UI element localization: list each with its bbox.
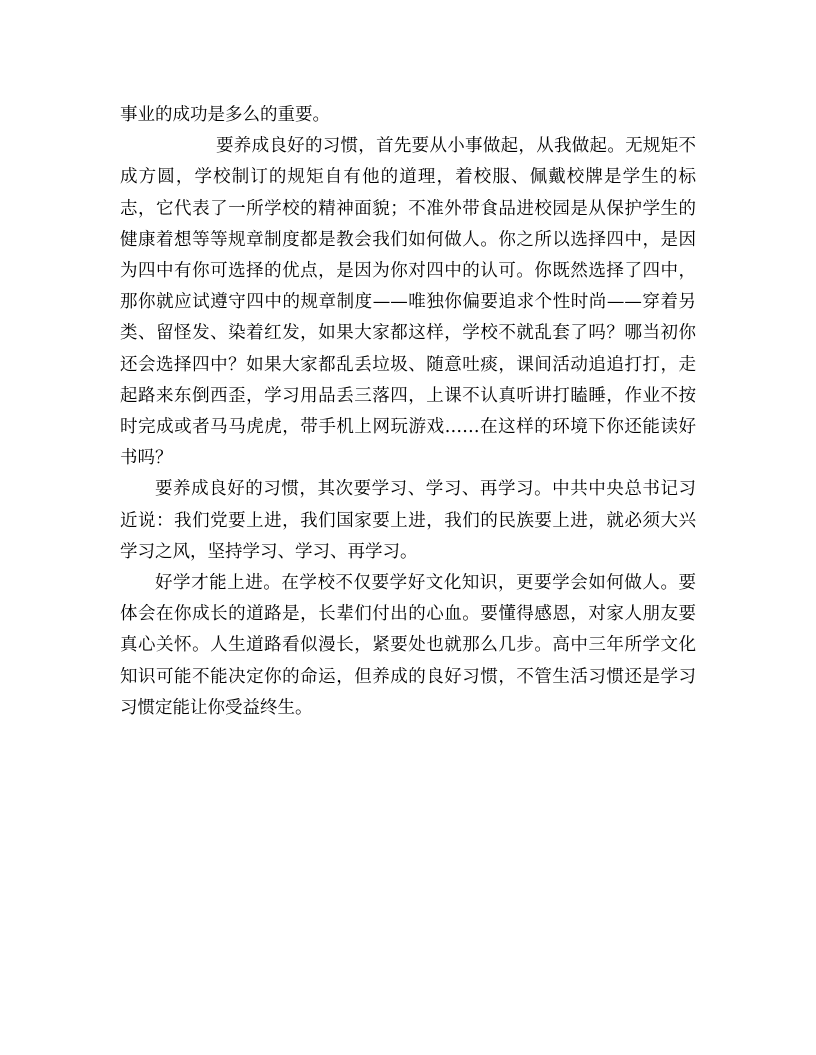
paragraph-habits-small-things: 要养成良好的习惯，首先要从小事做起，从我做起。无规矩不成方圆，学校制订的规矩自有他的道理，着校服、佩戴校牌是学生的标志，它代表了一所学校的精神面貌；不准外带食品进校园是从保护学生的健康着想等等规章制度都是教会我们如何做人。你之所以选择四中，是因为四中有你可选择的优点，是因为你对四中的认可。你既然选择了四中，那你就应试遵守四中的规章制度——唯独你偏要追求个性时尚——穿着另类、留怪发、染着红发，如果大家都这样，学校不就乱套了吗？哪当初你还会选择四中？如果大家都乱丢垃圾、随意吐痰，课间活动追追打打，走起路来东倒西歪，学习用品丢三落四，上课不认真听讲打瞌睡，作业不按时完成或者马马虎虎，带手机上网玩游戏……在这样的环境下你还能读好书吗？ <box>120 136 696 469</box>
paragraph-continued: 事业的成功是多么的重要。 <box>120 105 330 125</box>
paragraph-habits-learning: 要养成良好的习惯，其次要学习、学习、再学习。中共中央总书记习近说：我们党要上进，我们国家要上进，我们的民族要上进，就必须大兴学习之风，坚持学习、学习、再学习。 <box>120 479 696 562</box>
document-body <box>120 100 696 724</box>
paragraph-studious-progress: 好学才能上进。在学校不仅要学好文化知识，更要学会如何做人。要体会在你成长的道路是，长辈们付出的心血。要懂得感恩，对家人朋友要真心关怀。人生道路看似漫长，紧要处也就那么几步。高中三年所学文化知识可能不能决定你的命运，但养成的良好习惯，不管生活习惯还是学习习惯定能让你受益终生。 <box>120 573 696 718</box>
